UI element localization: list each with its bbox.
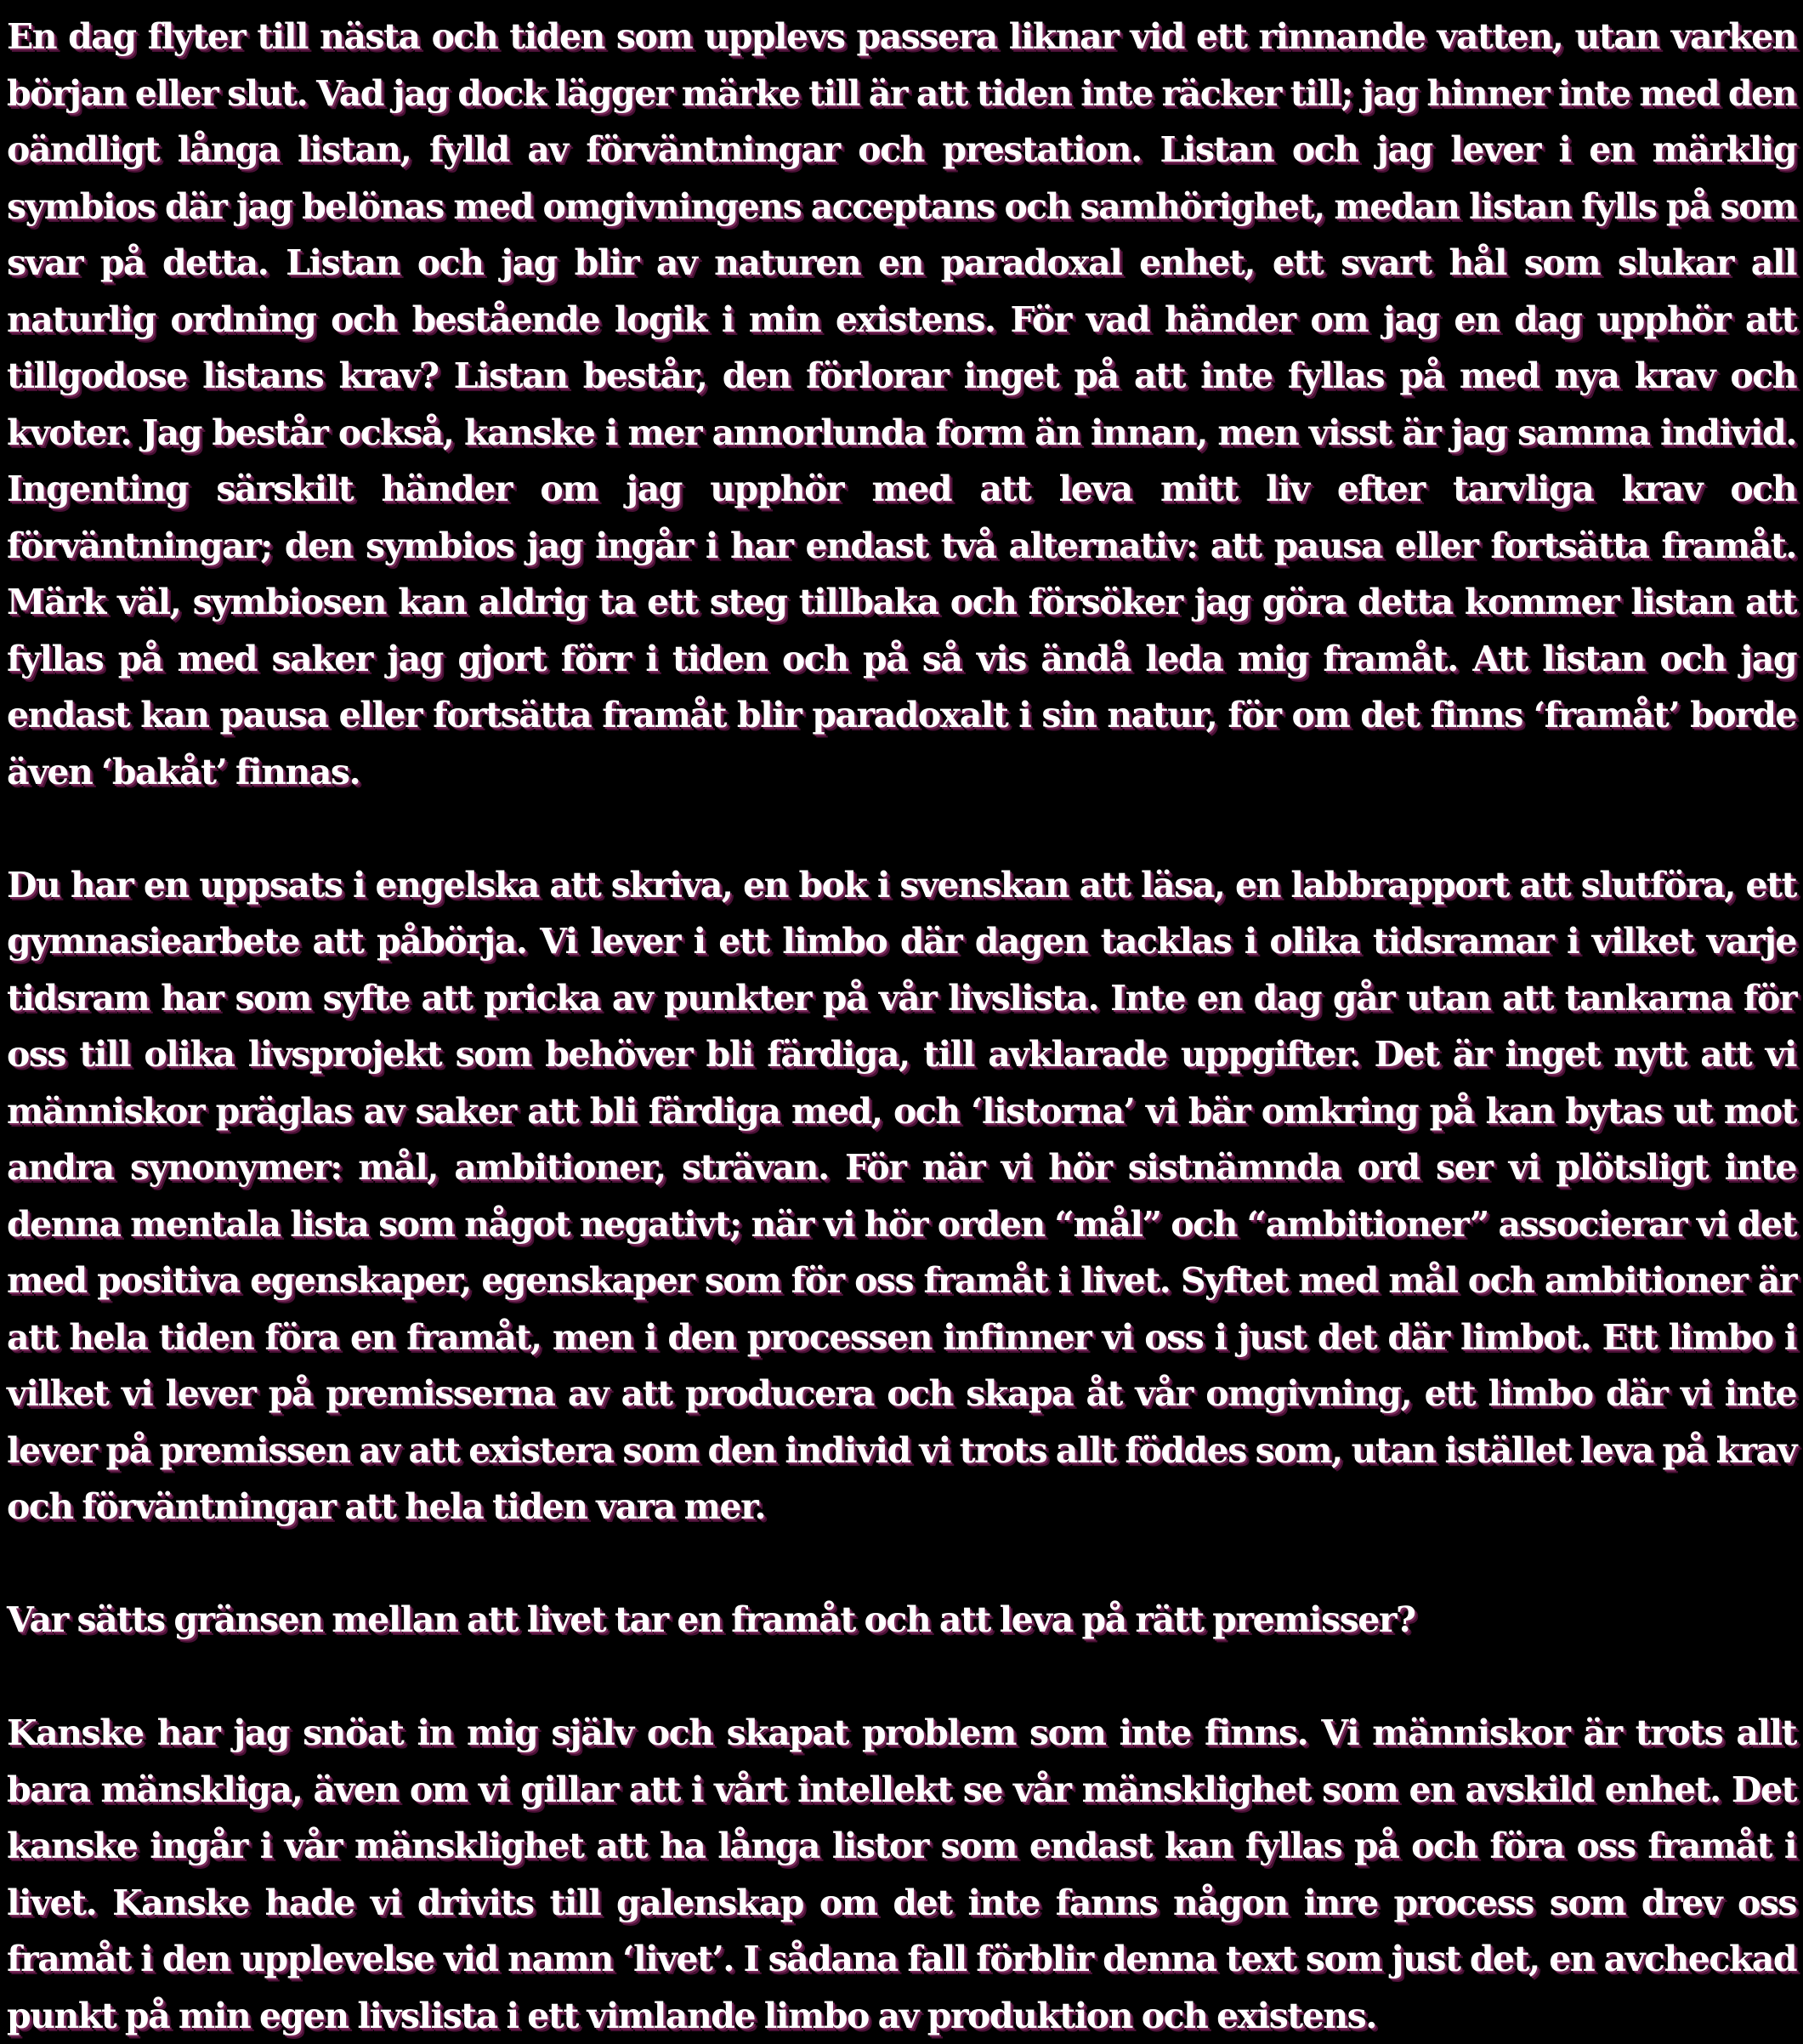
paragraph-1: En dag flyter till nästa och tiden som upplevs passera liknar vid ett rinnande vatten, utan varken början eller slut. Vad jag dock lägger märke till är att tiden inte räcker till; jag hinner inte med den oändligt långa listan, fylld av förväntningar och prestation. Listan och jag lever i en märklig symbios där jag belönas med omgivningens acceptans och samhörighet, medan listan fylls på som svar på detta. Listan och jag blir av naturen en paradoxal enhet, ett svart hål som slukar all naturlig ordning och bestående logik i min existens. För vad händer om jag en dag upphör att tillgodose listans krav? Listan består, den förlorar inget på att inte fyllas på med nya krav och kvoter. Jag består också, kanske i mer annorlunda form än innan, men visst är jag samma individ. Ingenting särskilt händer om jag upphör med att leva mitt liv efter tarvliga krav och förväntningar; den symbios jag ingår i har endast två alternativ: att pausa eller fortsätta framåt. Märk väl, symbiosen kan aldrig ta ett steg tillbaka och försöker jag göra detta kommer listan att fyllas på med saker jag gjort förr i tiden och på så vis ändå leda mig framåt. Att listan och jag endast kan pausa eller fortsätta framåt blir paradoxalt i sin natur, för om det finns ‘framåt’ borde även ‘bakåt’ finnas.	[7, 16, 1796, 792]
paragraph-4: Kanske har jag snöat in mig själv och skapat problem som inte finns. Vi människor är trots allt bara mänskliga, även om vi gillar att i vårt intellekt se vår mänsklighet som en avskild enhet. Det kanske ingår i vår mänsklighet att ha långa listor som endast kan fyllas på och föra oss framåt i livet. Kanske hade vi drivits till galenskap om det inte fanns någon inre process som drev oss framåt i den upplevelse vid namn ‘livet’. I sådana fall förblir denna text som just det, en avcheckad punkt på min egen livslista i ett vimlande limbo av produktion och existens.	[7, 1712, 1796, 2036]
paragraph-2: Du har en uppsats i engelska att skriva, en bok i svenskan att läsa, en labbrapport att slutföra, ett gymnasiearbete att påbörja. Vi lever i ett limbo där dagen tacklas i olika tidsramar i vilket varje tidsram har som syfte att pricka av punkter på vår livslista. Inte en dag går utan att tankarna för oss till olika livsprojekt som behöver bli färdiga, till avklarade uppgifter. Det är inget nytt att vi människor präglas av saker att bli färdiga med, och ‘listorna’ vi bär omkring på kan bytas ut mot andra synonymer: mål, ambitioner, strävan. För när vi hör sistnämnda ord ser vi plötsligt inte denna mentala lista som något negativt; när vi hör orden “mål” och “ambitioner” associerar vi det med positiva egenskaper, egenskaper som för oss framåt i livet. Syftet med mål och ambitioner är att hela tiden föra en framåt, men i den processen infinner vi oss i just det där limbot. Ett limbo i vilket vi lever på premisserna av att producera och skapa åt vår omgivning, ett limbo där vi inte lever på premissen av att existera som den individ vi trots allt föddes som, utan istället leva på krav och förväntningar att hela tiden vara mer.	[7, 864, 1796, 1527]
paragraph-3: Var sätts gränsen mellan att livet tar en framåt och att leva på rätt premisser?	[7, 1599, 1415, 1640]
paragraph-gap	[7, 1536, 1796, 1593]
paragraph-gap	[7, 800, 1796, 857]
paragraph-gap	[7, 1649, 1796, 1706]
